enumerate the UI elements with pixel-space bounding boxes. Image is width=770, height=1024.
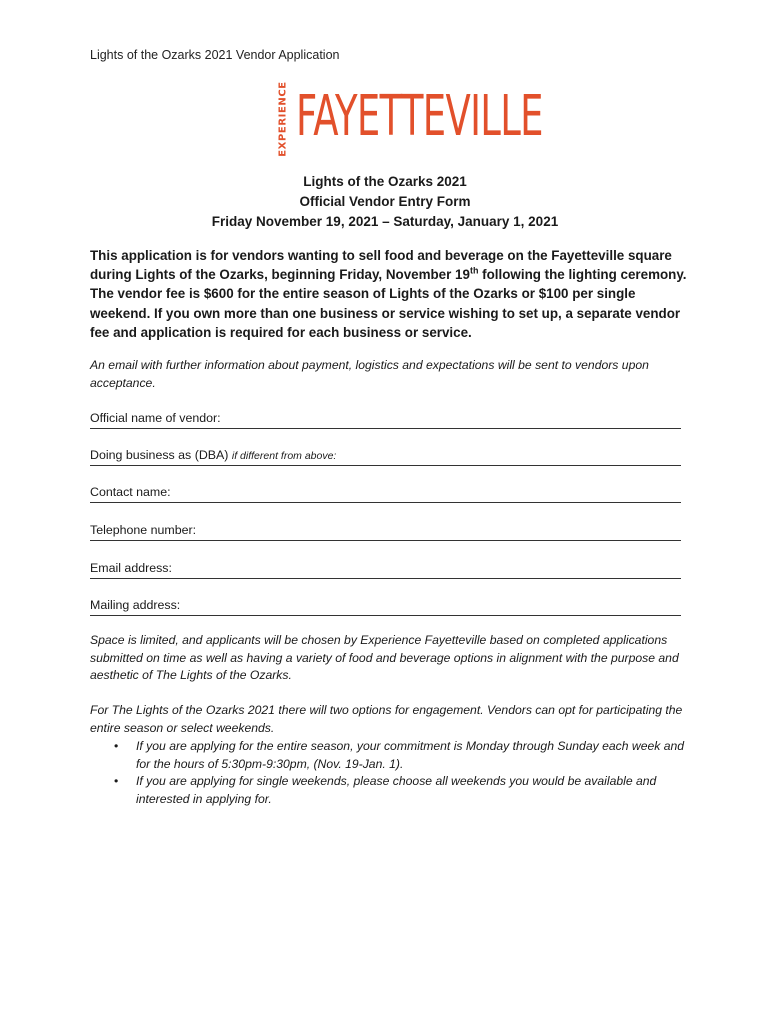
- vendor-name-field[interactable]: [90, 406, 681, 429]
- form-title: [0, 172, 770, 232]
- email-field[interactable]: [90, 556, 681, 579]
- bullet-icon: •: [114, 739, 119, 753]
- dba-hint: if different from above:: [231, 450, 337, 462]
- vendor-name-label: Official name of vendor:: [90, 411, 221, 425]
- email-label: Email address:: [90, 561, 172, 575]
- contact-name-field[interactable]: [90, 480, 681, 503]
- bullet-icon: •: [114, 774, 119, 789]
- logo-experience-text: EXPERIENCE: [277, 81, 289, 157]
- intro-paragraph: This application is for vendors wanting to sell food and beverage on the Fayetteville square during Lights of the Ozarks, beginning Friday, November 19th following the lighting ceremony. The vendor fee is $600 for the entire season of Lights of the Ozarks or $100 per single weekend. If you own more than one business or service wishing to set up, a separate vendor fee and application is required for each business or service.: [90, 248, 687, 340]
- title-line-1: Lights of the Ozarks 2021: [303, 174, 467, 189]
- contact-name-label: Contact name:: [90, 485, 171, 499]
- dba-field[interactable]: [90, 443, 681, 466]
- telephone-label: Telephone number:: [90, 523, 197, 537]
- options-paragraph: For The Lights of the Ozarks 2021 there will two options for engagement. Vendors can opt for participating the entire season or select weekends.: [90, 703, 683, 735]
- experience-fayetteville-logo: [274, 81, 543, 157]
- mailing-address-label: Mailing address:: [90, 598, 181, 612]
- options-list: [90, 738, 690, 808]
- dba-label: Doing business as (DBA) if different from above:: [90, 448, 337, 462]
- list-item: • If you are applying for single weekends, please choose all weekends you would be available and interested in applying for.: [114, 774, 657, 806]
- title-line-2: Official Vendor Entry Form: [299, 194, 471, 209]
- list-item: • If you are applying for the entire season, your commitment is Monday through Sunday each week and for the hours of 5:30pm-9:30pm, (Nov. 19-Jan. 1).: [114, 739, 685, 771]
- title-line-3: Friday November 19, 2021 – Saturday, January 1, 2021: [211, 214, 559, 229]
- running-header: Lights of the Ozarks 2021 Vendor Application: [90, 48, 340, 62]
- email-note: An email with further information about payment, logistics and expectations will be sent to vendors upon acceptance.: [90, 358, 649, 390]
- telephone-field[interactable]: [90, 518, 681, 541]
- logo-fayetteville-text: FAYETTEVILLE: [296, 84, 543, 149]
- selection-paragraph: Space is limited, and applicants will be chosen by Experience Fayetteville based on completed applications submitted on time as well as having a variety of food and beverage options in alignment with the purpose and aesthetic of The Lights of the Ozarks.: [90, 633, 679, 683]
- mailing-address-field[interactable]: [90, 593, 681, 616]
